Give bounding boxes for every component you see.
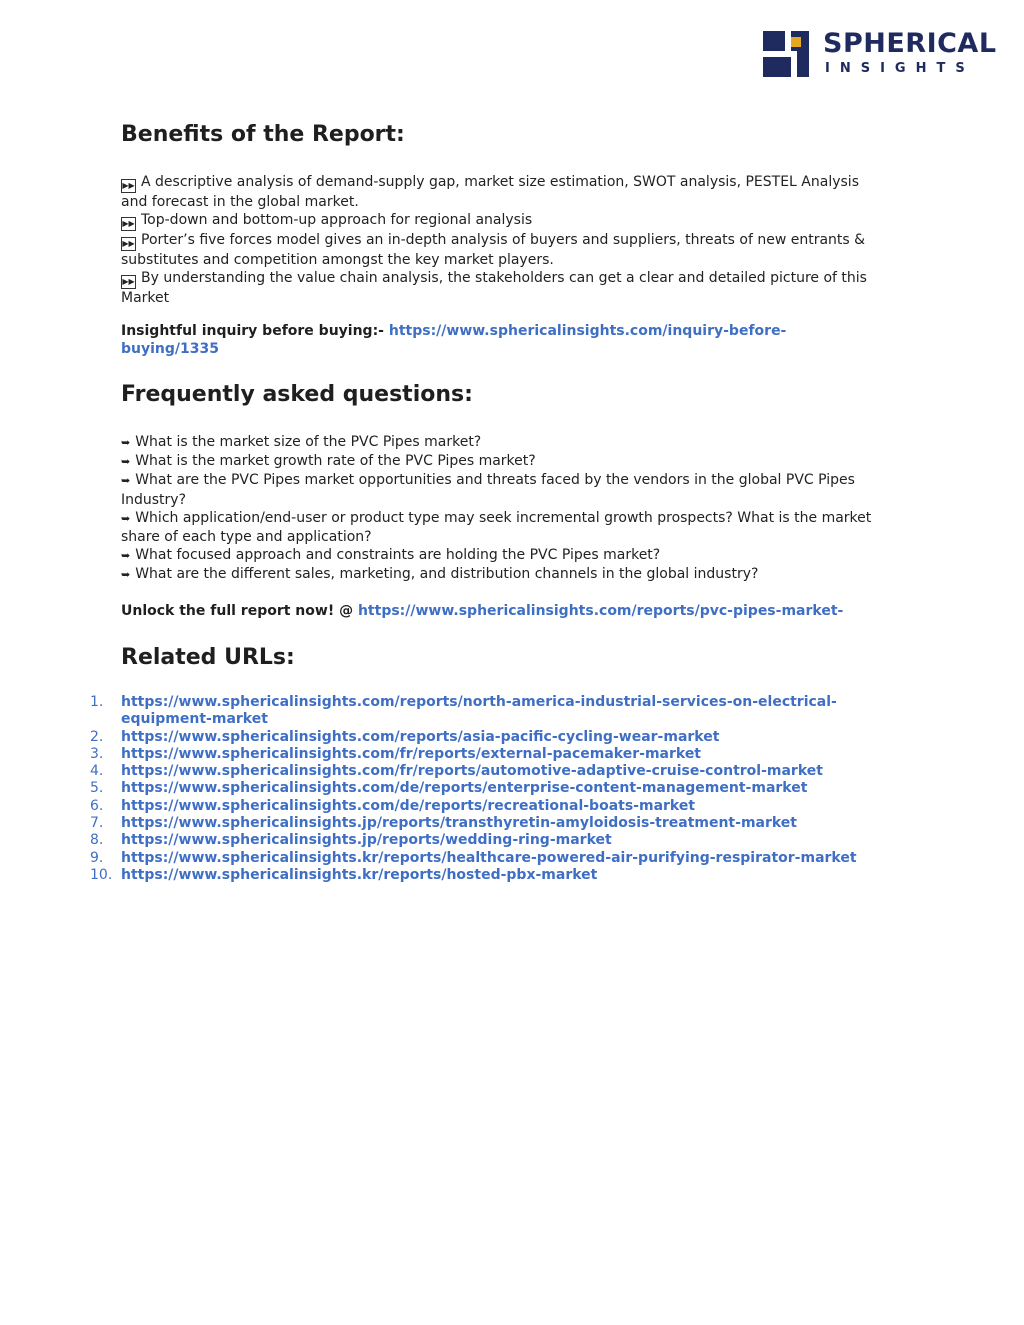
faq-heading: Frequently asked questions: — [121, 382, 473, 407]
related-url-item[interactable]: 4. https://www.sphericalinsights.com/fr/reports/automotive-adaptive-cruise-control-market — [90, 763, 823, 780]
arrow-icon: ➥ — [121, 436, 131, 449]
brand-logo — [763, 28, 997, 78]
related-url-item[interactable]: 6. https://www.sphericalinsights.com/de/reports/recreational-boats-market — [90, 797, 696, 814]
faq-item: ➥ What are the PVC Pipes market opportunities and threats faced by the vendors in the global PVC Pipes Industry? — [121, 472, 855, 508]
faq-item: ➥ Which application/end-user or product type may seek incremental growth prospects? What is the market share of each type and application? — [121, 509, 872, 546]
related-urls-list — [90, 694, 911, 884]
benefits-list — [121, 173, 901, 308]
related-url-item[interactable]: 3. https://www.sphericalinsights.com/fr/reports/external-pacemaker-market — [90, 745, 702, 762]
faq-list — [121, 433, 901, 585]
related-url-item[interactable]: 9. https://www.sphericalinsights.kr/reports/healthcare-powered-air-purifying-respirator-market — [90, 849, 857, 866]
benefit-item: ▶▶ A descriptive analysis of demand-supply gap, market size estimation, SWOT analysis, PESTEL Analysis and forecast in the global market. — [121, 174, 859, 210]
related-url-item[interactable]: 1. https://www.sphericalinsights.com/reports/north-america-industrial-services-on-electrical- equipment-market — [90, 694, 837, 728]
logo-mark-icon — [763, 31, 813, 77]
arrow-icon: ➥ — [121, 549, 131, 563]
inquiry-line — [121, 323, 901, 358]
related-url-item[interactable]: 8. https://www.sphericalinsights.jp/reports/wedding-ring-market — [90, 832, 612, 849]
faq-item: ➥ What is the market size of the PVC Pipes market? — [121, 433, 901, 452]
unlock-link[interactable]: https://www.sphericalinsights.com/reports/pvc-pipes-market- — [357, 603, 844, 619]
arrow-icon: ➥ — [121, 455, 131, 469]
fast-forward-box-icon: ▶▶ — [121, 237, 136, 251]
faq-item: ➥ What focused approach and constraints are holding the PVC Pipes market? — [121, 546, 901, 565]
brand-name-top: SPHERICAL — [823, 28, 997, 59]
unlock-line — [121, 603, 901, 621]
benefit-item: ▶▶ Porter’s five forces model gives an in-depth analysis of buyers and suppliers, threats of new entrants & substitutes and competition amongst the key market players. — [121, 232, 866, 269]
inquiry-link[interactable]: https://www.sphericalinsights.com/inquiry-before- buying/1335 — [121, 323, 787, 357]
related-url-item[interactable]: 7. https://www.sphericalinsights.jp/reports/transthyretin-amyloidosis-treatment-market — [90, 815, 797, 832]
related-url-item[interactable]: 2. https://www.sphericalinsights.com/reports/asia-pacific-cycling-wear-market — [90, 728, 720, 745]
arrow-icon: ➥ — [121, 568, 131, 582]
unlock-label: Unlock the full report now! @ — [121, 603, 354, 619]
benefit-item: ▶▶ Top-down and bottom-up approach for regional analysis — [121, 211, 901, 231]
benefit-item: ▶▶ By understanding the value chain analysis, the stakeholders can get a clear and detailed picture of this Market — [121, 270, 867, 307]
related-heading: Related URLs: — [121, 645, 295, 670]
fast-forward-box-icon: ▶▶ — [121, 217, 136, 231]
brand-name-bottom: INSIGHTS — [825, 61, 975, 76]
related-url-item[interactable]: 5. https://www.sphericalinsights.com/de/reports/enterprise-content-management-market — [90, 780, 808, 797]
faq-item: ➥ What is the market growth rate of the PVC Pipes market? — [121, 452, 901, 471]
fast-forward-box-icon: ▶▶ — [121, 275, 136, 289]
arrow-icon: ➥ — [121, 474, 131, 488]
arrow-icon: ➥ — [121, 511, 131, 525]
related-url-item[interactable]: 10. https://www.sphericalinsights.kr/reports/hosted-pbx-market — [90, 866, 598, 883]
faq-item: ➥ What are the different sales, marketing, and distribution channels in the global industry? — [121, 565, 901, 584]
inquiry-label: Insightful inquiry before buying:- — [121, 323, 384, 339]
fast-forward-box-icon: ▶▶ — [121, 179, 136, 193]
benefits-heading: Benefits of the Report: — [121, 122, 405, 147]
